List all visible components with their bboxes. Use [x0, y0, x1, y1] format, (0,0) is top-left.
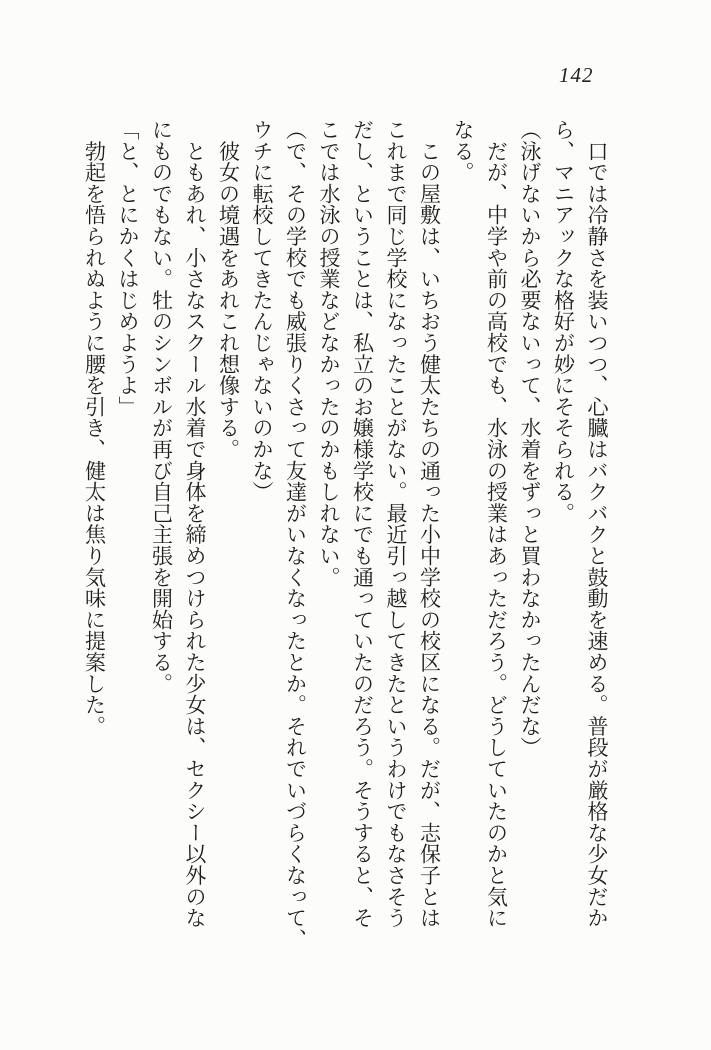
text-line: （泳げないから必要ないって、水着をずっと買わなかったんだな）: [518, 119, 542, 758]
text-line: だし、ということは、私立のお嬢様学校にでも通っていたのだろう。そうすると、そ: [350, 119, 375, 929]
text-line: 彼女の境遇をあれこれ想像する。: [216, 119, 241, 460]
text-line: なる。: [451, 119, 475, 183]
text-line: だが、中学や前の高校でも、水泳の授業はあっただろう。どうしていたのかと気に: [484, 119, 509, 929]
text-line: 口では冷静さを装いつつ、心臓はバクバクと鼓動を速める。普段が厳格な少女だか: [585, 119, 609, 929]
text-line: ウチに転校してきたんじゃないのかな）: [250, 119, 274, 503]
text-line: （で、その学校でも威張りくさって友達がいなくなったとか。それでいづらくなって、: [283, 119, 308, 950]
text-line: この屋敷は、いちおう健太たちの通った小中学校の校区になる。だが、志保子とは: [417, 119, 442, 929]
text-line: ら、マニアックな格好が妙にそそられる。: [551, 119, 576, 524]
body-text: [77, 119, 613, 953]
text-line: 勃起を悟られぬように腰を引き、健太は焦り気味に提案した。: [82, 119, 107, 737]
text-line: にものでもない。牡のシンボルが再び自己主張を開始する。: [149, 119, 174, 695]
text-line: 「と、とにかくはじめようよ」: [116, 119, 140, 418]
text-line: これまで同じ学校になったことがない。最近引っ越してきたというわけでもなさそう: [384, 119, 408, 929]
text-line: こでは水泳の授業などなかったのかもしれない。: [317, 119, 341, 588]
page-number: 142: [559, 63, 594, 87]
text-line: ともあれ、小さなスクール水着で身体を締めつけられた少女は、セクシー以外のな: [183, 119, 207, 929]
